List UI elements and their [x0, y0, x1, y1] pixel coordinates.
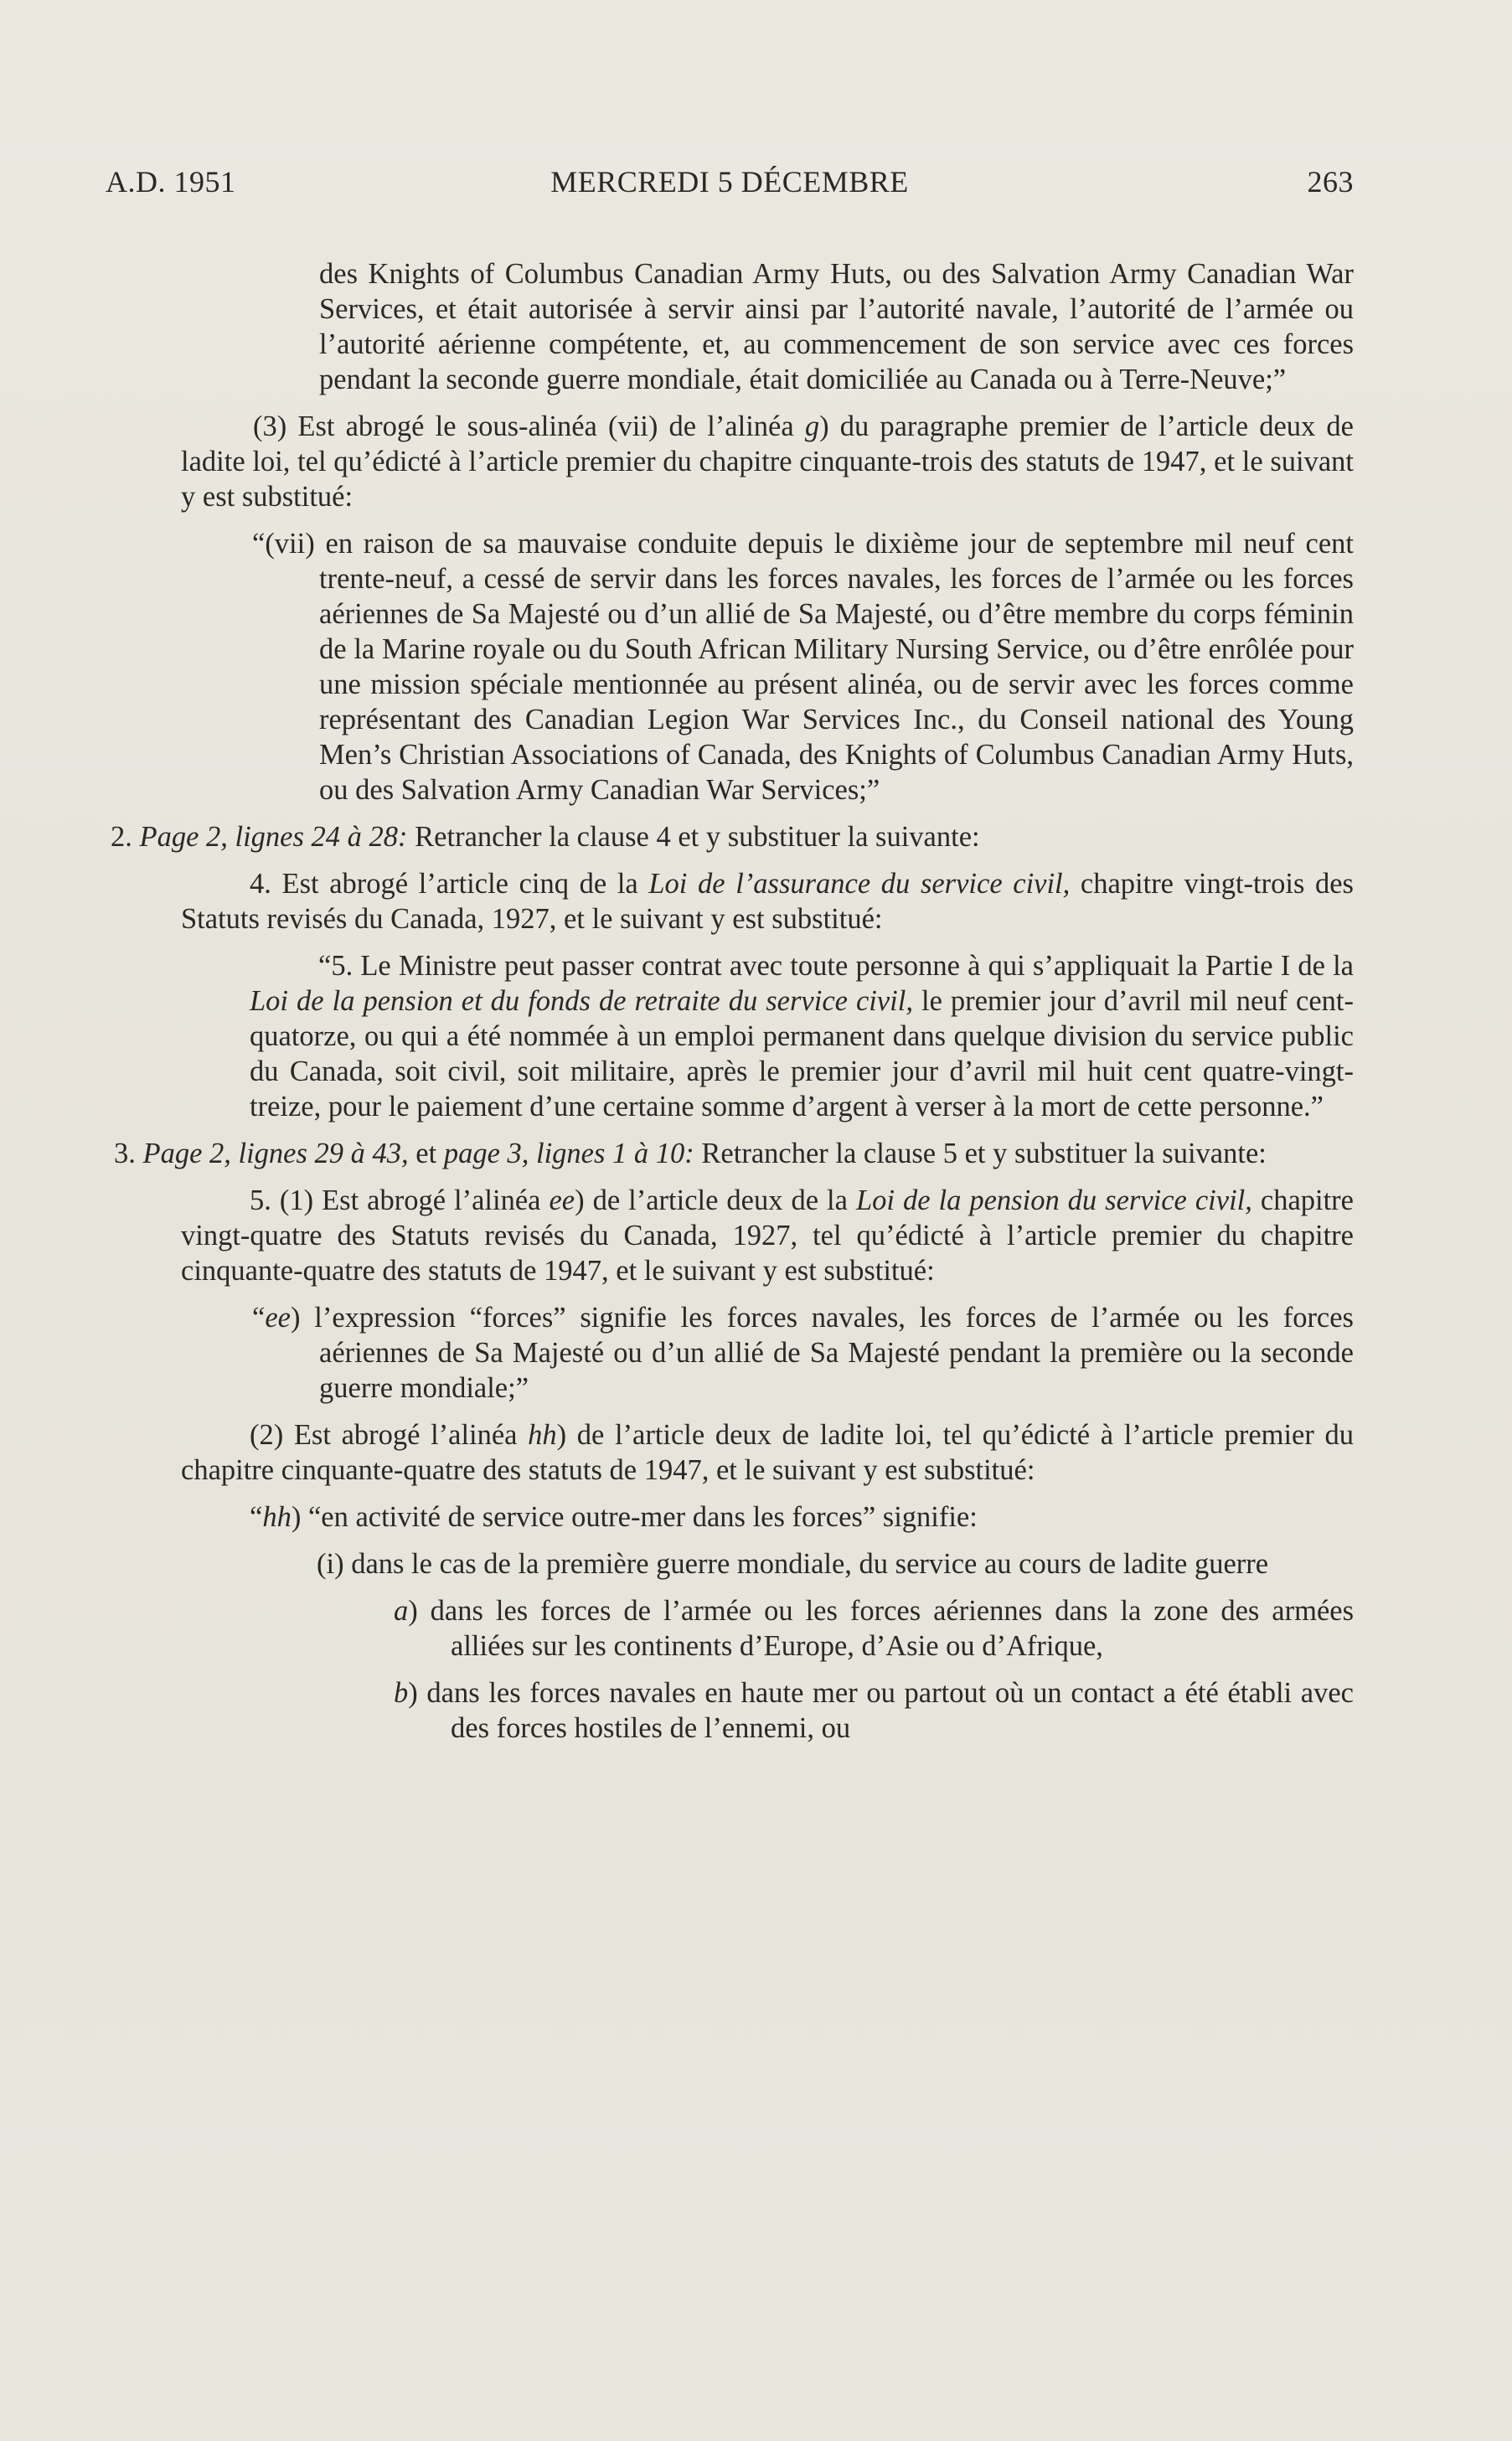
clause-a: [394, 1593, 1354, 1664]
amendment-item-3: [114, 1136, 1354, 1171]
item-reference: Page 2, lignes 29 à 43,: [142, 1138, 409, 1169]
paragraph-letter: hh: [528, 1419, 557, 1451]
paragraph-subsection-2: [181, 1417, 1354, 1488]
page-header: [106, 164, 1354, 206]
item-reference: page 3, lignes 1 à 10:: [443, 1138, 694, 1169]
paragraph-text: “: [250, 1501, 263, 1533]
paragraph-letter: ee: [265, 1302, 291, 1334]
law-title: Loi de l’assurance du service civil,: [648, 868, 1071, 900]
paragraph-text: ) du paragraphe premier de l’article deux de ladite loi, tel qu’édicté à l’article premier du chapitre cinquante-trois des statuts de 1947, et le suivant y est substitué:: [181, 410, 1354, 513]
paragraph-text: ) de l’article deux de la: [575, 1184, 856, 1216]
paragraph-text: des Knights of Columbus Canadian Army Huts, ou des Salvation Army Canadian War Services, et était autorisée à servir ainsi par l’autorité navale, l’autorité de l’armée ou l’autorité aérienne compétente, et, au commencement de son service avec ces forces pendant la seconde guerre mondiale, était domiciliée au Canada ou à Terre-Neuve;”: [319, 258, 1354, 395]
paragraph-text: ) l’expression “forces” signifie les forces navales, les forces de l’armée ou les forces aériennes de Sa Majesté ou d’un allié de Sa Majesté pendant la première ou la seconde guerre mondiale;”: [290, 1302, 1354, 1404]
paragraph-subsection-3: [181, 409, 1354, 514]
law-title: Loi de la pension du service civil,: [855, 1184, 1252, 1216]
header-year: A.D. 1951: [106, 165, 236, 199]
quoted-definition-hh: [250, 1499, 1354, 1535]
paragraph-text: ) de l’article deux de ladite loi, tel qu’édicté à l’article premier du chapitre cinquante-quatre des statuts de 1947, et le suivant y est substitué:: [181, 1419, 1354, 1486]
paragraph-text: “(vii) en raison de sa mauvaise conduite depuis le dixième jour de septembre mil neuf cent trente-neuf, a cessé de servir dans les forces navales, les forces de l’armée ou les forces aériennes de Sa Majesté ou d’un allié de Sa Majesté, ou d’être membre du corps féminin de la Marine royale ou du South African Military Nursing Service, ou d’être enrôlée pour une mission spéciale mentionnée au présent alinéa, ou de servir avec les forces comme représentant des Canadian Legion War Services Inc., du Conseil national des Young Men’s Christian Associations of Canada, des Knights of Columbus Canadian Army Huts, ou des Salvation Army Canadian War Services;”: [252, 528, 1354, 806]
item-reference: Page 2, lignes 24 à 28:: [139, 821, 408, 853]
header-date: MERCREDI 5 DÉCEMBRE: [550, 165, 909, 199]
paragraph-text: (2) Est abrogé l’alinéa: [250, 1419, 529, 1451]
clause-letter: b: [394, 1677, 409, 1709]
item-number: 2.: [111, 821, 140, 853]
law-title: Loi de la pension et du fonds de retraite du service civil,: [250, 985, 913, 1017]
paragraph-clause-4: [181, 866, 1354, 937]
page-body: [111, 256, 1354, 1746]
paragraph-text: chapitre vingt-trois des Statuts revisés du Canada, 1927, et le suivant y est substitué:: [181, 868, 1354, 935]
amendment-item-2: [111, 819, 1354, 854]
quoted-subparagraph-vii: [252, 526, 1354, 808]
paragraph-text: ) dans les forces navales en haute mer ou partout où un contact a été établi avec des forces hostiles de l’ennemi, ou: [408, 1677, 1354, 1744]
quoted-section-5: [250, 948, 1354, 1124]
quoted-definition-ee: [252, 1300, 1354, 1406]
paragraph-clause-5: [181, 1183, 1354, 1288]
paragraph-text: ) dans les forces de l’armée ou les forces aériennes dans la zone des armées alliées sur les continents d’Europe, d’Asie ou d’Afrique,: [408, 1595, 1354, 1662]
paragraph-text: le premier jour d’avril mil neuf cent-quatorze, ou qui a été nommée à un emploi permanent dans quelque division du service public du Canada, soit civil, soit militaire, après le premier jour d’avril mil huit cent quatre-vingt-treize, pour le paiement d’une certaine somme d’argent à verser à la mort de cette personne.”: [250, 985, 1354, 1122]
item-instruction: Retrancher la clause 5 et y substituer la suivante:: [694, 1138, 1267, 1169]
paragraph-text: (i) dans le cas de la première guerre mondiale, du service au cours de ladite guerre: [317, 1548, 1269, 1580]
page-number: 263: [1307, 165, 1354, 199]
paragraph-text: “5. Le Ministre peut passer contrat avec toute personne à qui s’appliquait la Partie I de la: [318, 950, 1354, 982]
paragraph-text: 5. (1) Est abrogé l’alinéa: [250, 1184, 550, 1216]
paragraph-letter: g: [804, 410, 820, 442]
paragraph-text: chapitre vingt-quatre des Statuts revisés du Canada, 1927, tel qu’édicté à l’article premier du chapitre cinquante-quatre des statuts de 1947, et le suivant y est substitué:: [181, 1184, 1354, 1287]
item-conjunction: et: [408, 1138, 444, 1169]
paragraph-text: “: [252, 1302, 266, 1334]
paragraph-text: (3) Est abrogé le sous-alinéa (vii) de l’alinéa: [253, 410, 805, 442]
item-number: 3.: [114, 1138, 143, 1169]
clause-b: [394, 1675, 1354, 1746]
paragraph-text: ) “en activité de service outre-mer dans les forces” signifie:: [291, 1501, 978, 1533]
subparagraph-i: [317, 1546, 1354, 1582]
paragraph-letter: ee: [549, 1184, 575, 1216]
item-instruction: Retrancher la clause 4 et y substituer la suivante:: [407, 821, 980, 853]
clause-letter: a: [394, 1595, 409, 1627]
paragraph-continuation: [319, 256, 1354, 397]
paragraph-letter: hh: [262, 1501, 292, 1533]
paragraph-text: 4. Est abrogé l’article cinq de la: [250, 868, 649, 900]
